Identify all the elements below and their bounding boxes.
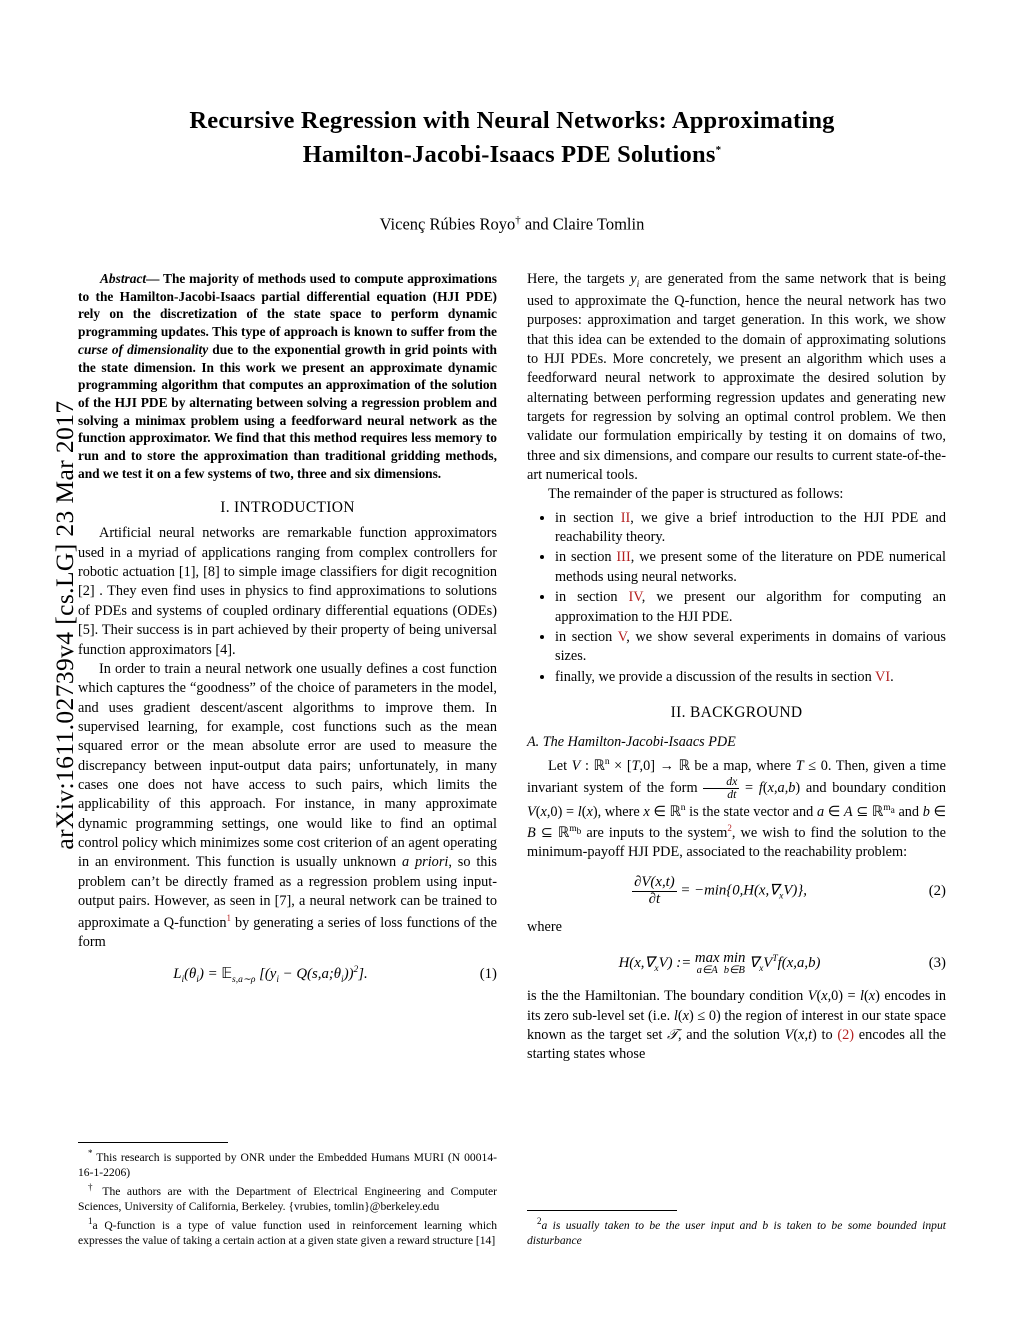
where-label: where [527,919,562,936]
right-paragraph-2: The remainder of the paper is structured as follows: [548,486,844,503]
section-heading-introduction: I. INTRODUCTION [220,499,355,517]
footnote-list-right [527,1216,946,1248]
author-list [78,214,946,235]
footnote-marker: † [88,1182,97,1193]
abstract-emphasis: curse of dimensionality [78,341,209,357]
footnote-divider [527,1210,677,1211]
section-link[interactable]: VI [875,668,891,685]
footnote-list-left [78,1148,497,1248]
outline-pre: in section [555,549,617,566]
footnote-item [78,1148,497,1180]
list-item [555,548,946,587]
right-column [527,270,946,1250]
intro-p2-part-b: , so this problem can’t be directly framed as a regression problem using input-output pairs. However, as seen in [7], a neural network can be trained to approximate a Q-function [78,854,497,931]
author-footnote-marker: † [515,213,521,226]
list-item [555,628,946,667]
footnote-item [78,1216,497,1248]
left-footnotes-area [78,1132,497,1250]
footnote-divider [78,1142,228,1143]
two-column-body [78,270,946,1250]
equation-2 [527,875,946,907]
list-item [555,509,946,548]
footnote-text: a is usually taken to be the user input and b is taken to be some bounded input disturbance [527,1218,946,1248]
footnote-text: This research is supported by ONR under the Embedded Humans MURI (N 00014-16-1-2206) [78,1151,497,1180]
section-link[interactable]: II [620,509,631,526]
equation-1 [78,965,497,985]
intro-p2-part-a: In order to train a neural network one usually defines a cost function which captures the “goodness” of the choice of parameters in the model, and uses gradient descent/ascent algorithms to improve them. In supervised learning, for example, cost functions such as the mean squared error or the mean absolute error are used to measure the discrepancy between input-output data pairs; unfortunately, in many cases one does not have access to such pairs, which limits the applicability of this approach. For instance, in many approximate dynamic programming settings, one would like to find an optimal control policy which minimizes some cost criterion of an agent operating in an environment. This function is usually unknown [78,660,497,871]
outline-pre: in section [555,589,629,606]
intro-p2-emphasis: a priori [402,854,449,871]
abstract-text-1: The majority of methods used to compute approximations to the Hamilton-Jacobi-Isaacs partial differential equation (HJI PDE) rely on the discretization of the state space to perform dynamic programming updates. This type of approach is known to suffer from the [78,271,497,340]
outline-post: , we give a brief introduction to the HJI PDE and reachability theory. [555,509,946,546]
equation-3-body: $H(x,\nabla_xV)$ := max a∈A min b∈B $\nabla_xV^Tf(x,a,b)$ [618,949,821,976]
equation-2-number: (2) [928,882,946,899]
page-title [140,104,884,172]
footnote-ref-2[interactable]: 2 [727,822,732,833]
right-paragraph-4: is the the Hamiltonian. The boundary condition V(x,0) = l(x) encodes in its zero sub-level set (i.e. l(x) ≤ 0) the region of interest in our state space known as the target set 𝒯, and the solution V(x,t) to (2) encodes all the starting states whose [527,988,946,1063]
outline-post: , we present some of the literature on PDE numerical methods using neural networks. [555,549,946,585]
footnote-marker: * [88,1148,93,1159]
section-link[interactable]: III [616,549,631,566]
equation-link[interactable]: (2) [837,1026,855,1043]
outline-post: , we show several experiments in domains of various sizes. [555,628,946,665]
author-primary: Vicenç Rúbies Royo [379,214,516,234]
equation-1-number: (1) [479,966,497,983]
footnote-item [527,1216,946,1248]
section-outline-list [527,509,946,687]
equation-2-body: $\frac{\partial V(x,t)}{\partial t}$ = $-\min\{0,H(x,\nabla_xV)\}$, [634,874,807,907]
title-line-2: Hamilton-Jacobi-Isaacs PDE Solutions [302,140,716,168]
title-footnote-marker: * [715,143,722,156]
outline-pre: finally, we provide a discussion of the results in section [555,668,876,685]
footnote-text: The authors are with the Department of Electrical Engineering and Computer Sciences, University of California, Berkeley. {vrubies, tomlin}@berkeley.edu [78,1184,498,1214]
arxiv-identifier-stamp: arXiv:1611.02739v4 [cs.LG] 23 Mar 2017 [50,400,79,850]
list-item [555,588,946,627]
intro-p2-part-c: by generating a series of loss functions of the form [78,914,497,950]
footnote-text: a Q-function is a type of value function used in reinforcement learning which expresses the value of taking a certain action at a given state given a reward structure [14] [78,1218,497,1248]
right-paragraph-1: Here, the targets $y_i$ are generated from the same network that is being used to approximate the Q-function, hence the neural network has two purposes: approximation and target generation. In this work, we show that this idea can be extended to the domain of approximating solutions to HJI PDEs. More concretely, we present an algorithm which uses a feedforward neural network to approximate the desired solution by alternating between performing regression updates and generating new targets for regression by solving an optimal control problem. We then validate our formulation empirically by testing it on domains of two, three and six dimensions, and compare our results to current state-of-the-art numerical tools. [527,271,947,484]
footnote-ref-1[interactable]: 1 [226,912,231,923]
equation-3-number: (3) [928,954,946,971]
intro-paragraph-1: Artificial neural networks are remarkable function approximators used in a myriad of applications ranging from complex controllers for robotic actuation [1], [8] to simple image classifiers for digit recognition [2] . They even find uses in physics to find approximations to solutions of PDEs and systems of coupled ordinary differential equations (ODEs) [5]. Their success is in part achieved by their property of being universal function approximators [4]. [78,525,497,658]
outline-post: . [890,668,894,685]
outline-pre: in section [555,628,618,645]
right-footnotes-area [527,1200,946,1250]
abstract-label: Abstract— [100,271,160,287]
right-paragraph-3: Let V : ℝ$^n$ × [T,0] → ℝ be a map, where T ≤ 0. Then, given a time invariant system of the form $\frac{dx}{dt}$ = f(x,a,b) and boundary condition V(x,0) = l(x), where x ∈ ℝ$^n$ is the state vector and a ∈ A ⊆ ℝ$^{m_a}$ and b ∈ B ⊆ ℝ$^{m_b}$ are inputs to the system$^2$, we wish to find the solution to the minimum-payoff HJI PDE, associated to the reachability problem: [527,757,947,860]
list-item [555,668,946,687]
abstract-text-2: due to the exponential growth in grid points with the state dimension. In this work we present an approximate dynamic programming algorithm that computes an approximation of the solution of the HJI PDE by alternating between solving a regression problem and solving a minimax problem using a feedforward neural network as the function approximator. We find that this method requires less memory to run and to store the approximation than traditional gridding methods, and we test it on a few systems of two, three and six dimensions. [78,341,498,481]
title-line-1: Recursive Regression with Neural Networks: Approximating [189,107,835,134]
section-link[interactable]: V [617,628,627,645]
abstract-block [78,270,497,482]
footnote-item [78,1182,497,1214]
paper-content [78,104,946,1250]
section-heading-background: II. BACKGROUND [670,704,803,721]
outline-pre: in section [555,509,621,526]
subsection-heading-hji-pde: A. The Hamilton-Jacobi-Isaacs PDE [527,734,736,750]
section-link[interactable]: IV [628,589,642,606]
footnote-marker: 2 [537,1216,542,1227]
intro-paragraph-2 [78,660,497,952]
footnote-marker: 1 [88,1216,93,1227]
outline-post: , we present our algorithm for computing an approximation to the HJI PDE. [555,589,947,625]
author-secondary: and Claire Tomlin [520,214,645,234]
left-column [78,270,497,1250]
equation-1-body: $L_i(\theta_i)$ = 𝔼$_{s,a\sim\rho}$ [($y_i$ − $Q(s,a;\theta_i))^2$]. [173,965,368,985]
equation-3 [527,951,946,976]
